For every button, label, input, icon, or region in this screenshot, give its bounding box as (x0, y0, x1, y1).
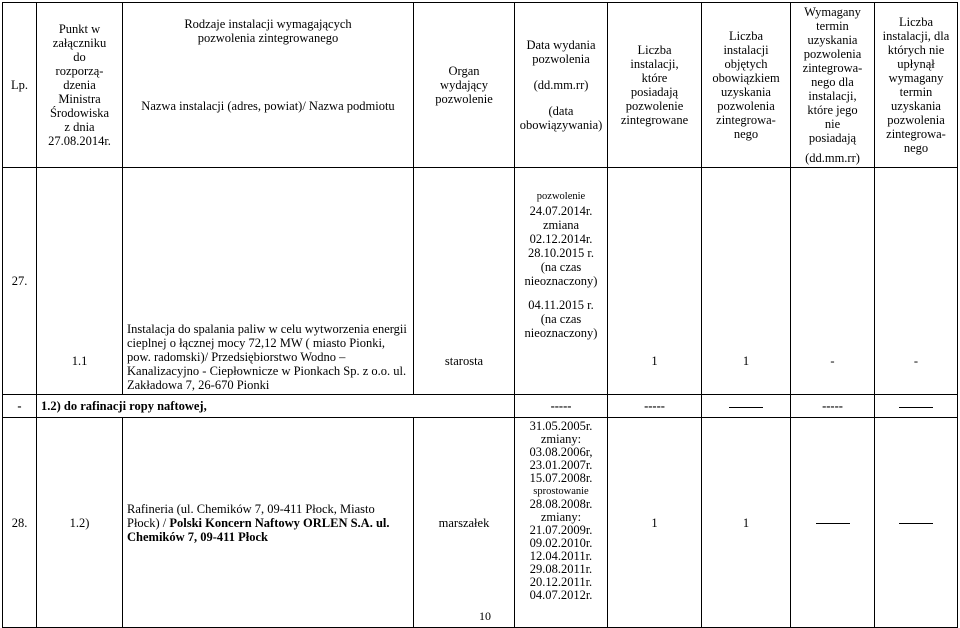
row-installation: Instalacja do spalania paliw w celu wytworzenia energii cieplnej o łącznej mocy 72,12 MW ( miasto Pionki, pow. radomski)/ Przedsiębiorstwo Wodno – Kanalizacyjno - Ciepłownicze w Pionkach Sp. z o.o. ul. Zakładowa 7, 26-670 Pionki (123, 168, 414, 395)
row-dates: pozwolenie 24.07.2014r. zmiana 02.12.2014r. 28.10.2015 r. (na czas nieoznaczony) 04.11.2015 r. (na czas nieoznaczony) (515, 168, 608, 395)
row-installation: Rafineria (ul. Chemików 7, 09-411 Płock, Miasto Płock) / Polski Koncern Naftowy ORLEN S.A. ul. Chemików 7, 09-411 Płock (123, 418, 414, 628)
section-dash-2: ----- (608, 395, 702, 418)
row-liczba-posiadajace: 1 (608, 418, 702, 628)
header-rodzaje-title: Rodzaje instalacji wymagających pozwolenia zintegrowanego (184, 17, 352, 45)
installations-table (2, 2, 958, 628)
section-dash-1: ----- (515, 395, 608, 418)
section-dash-3: ----- (791, 395, 875, 418)
table-row (3, 418, 958, 628)
header-lp: Lp. (3, 3, 37, 168)
section-row (3, 395, 958, 418)
section-label: 1.2) do rafinacji ropy naftowej, (37, 395, 515, 418)
section-dash-long-2 (875, 395, 958, 418)
row-lp: 28. (3, 418, 37, 628)
row-liczba-objetych: 1 (702, 418, 791, 628)
header-rodzaje (123, 3, 414, 168)
table-row (3, 168, 958, 395)
row-lp: 27. (3, 168, 37, 395)
header-liczba-uplynal: Liczba instalacji, dla których nie upłynął wymagany termin uzyskania pozwolenia zintegrowa- nego (875, 3, 958, 168)
row-liczba-posiadajace: 1 (608, 168, 702, 395)
header-organ: Organ wydający pozwolenie (414, 3, 515, 168)
row-punkt: 1.1 (37, 168, 123, 395)
header-punkt: Punkt w załączniku do rozporzą- dzenia Ministra Środowiska z dnia 27.08.2014r. (37, 3, 123, 168)
row-wymagany-termin-dash (791, 418, 875, 628)
row-liczba-objetych: 1 (702, 168, 791, 395)
page-number: 10 (479, 609, 491, 623)
row-organ: starosta (414, 168, 515, 395)
row-punkt: 1.2) (37, 418, 123, 628)
installation-operator: Polski Koncern Naftowy ORLEN S.A. ul. Chemików 7, 09-411 Płock (127, 515, 390, 544)
row-wymagany-termin: - (791, 168, 875, 395)
row-dates: 31.05.2005r. zmiany: 03.08.2006r, 23.01.2007r. 15.07.2008r. sprostowanie 28.08.2008r. zmiany: 21.07.2009r. 09.02.2010r. 12.04.2011r. 29.08.2011r. 20.12.2011r. 04.07.2012r. (515, 418, 608, 628)
row-liczba-uplynal-dash (875, 418, 958, 628)
row-organ: marszałek (414, 418, 515, 628)
section-dash-long-1 (702, 395, 791, 418)
row-liczba-uplynal: - (875, 168, 958, 395)
header-row (3, 3, 958, 168)
section-prefix: - (3, 395, 37, 418)
header-liczba-objetych: Liczba instalacji objętych obowiązkiem uzyskania pozwolenia zintegrowa- nego (702, 3, 791, 168)
header-data-wydania: Data wydania pozwolenia (dd.mm.rr) (data obowiązywania) (515, 3, 608, 168)
header-wymagany-termin: Wymagany termin uzyskania pozwolenia zintegrowa- nego dla instalacji, które jego nie posiadają (dd.mm.rr) (791, 3, 875, 168)
header-nazwa: Nazwa instalacji (adres, powiat)/ Nazwa podmiotu (141, 99, 395, 113)
header-liczba-posiadajace: Liczba instalacji, które posiadają pozwolenie zintegrowane (608, 3, 702, 168)
